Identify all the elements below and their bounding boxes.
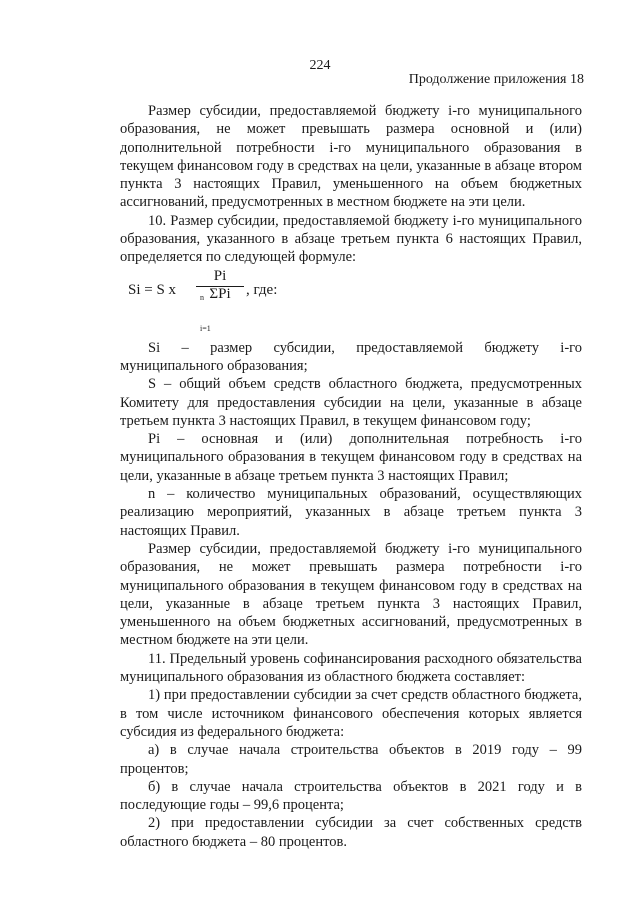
definition-s: S – общий объем средств областного бюджета, предусмотренных Комитету для предоставления субсидии на цели, указанные в абзаце третьем пункта 3 настоящих Правил, в текущем финансовом году; (120, 376, 582, 429)
item-2: 2) при предоставлении субсидии за счет собственных средств областного бюджета – 80 процентов. (120, 815, 582, 850)
formula-lhs: Si = S x (128, 281, 177, 298)
paragraph-11: 11. Предельный уровень софинансирования расходного обязательства муниципального образования из областного бюджета составляет: (120, 650, 582, 686)
paragraph-subsidy-limit-2: Размер субсидии, предоставляемой бюджету і-го муниципального образования, не может превышать размера потребности і-го муниципального образования в текущем финансовом году в средствах на цели, указанные в абзаце третьем пункта 3 настоящих Правил, уменьшенного на объем бюджетных ассигнований, предусмотренных в местном бюджете на эти цели. (120, 540, 582, 649)
page-number: 224 (309, 58, 331, 73)
annex-label: Продолжение приложения 18 (408, 72, 584, 87)
formula-sum-lower: i=1 (200, 323, 211, 333)
item-1: 1) при предоставлении субсидии за счет средств областного бюджета, в том числе источником финансового обеспечения которых является субсидия из федерального бюджета: (120, 687, 582, 740)
item-1b: б) в случае начала строительства объектов в 2021 году и в последующие годы – 99,6 процента; (120, 778, 582, 814)
formula-denominator: ΣPi (209, 285, 231, 302)
document-body (120, 102, 582, 851)
formula-tail: , где: (246, 281, 278, 298)
definition-si: Si – размер субсидии, предоставляемой бюджету і-го муниципального образования; (120, 339, 582, 374)
formula-numerator: Pi (196, 267, 244, 287)
formula-sum-upper: n (200, 292, 204, 302)
paragraph-subsidy-limit-1: Размер субсидии, предоставляемой бюджету і-го муниципального образования, не может превышать размера основной и (или) дополнительной потребности і-го муниципального образования в текущем финансовом году в средствах на цели, указанные в абзаце втором пункта 3 настоящих Правил, уменьшенного на объем бюджетных ассигнований, предусмотренных в местном бюджете на эти цели. (120, 103, 582, 211)
formula (128, 267, 582, 339)
paragraph-10: 10. Размер субсидии, предоставляемой бюджету і-го муниципального образования, указанного в абзаце третьем пункта 6 настоящих Правил, определяется по следующей формуле: (120, 212, 582, 266)
definition-pi: Pi – основная и (или) дополнительная потребность і-го муниципального образования в текущем финансовом году в средствах на цели, указанные в абзаце третьем пункта 3 настоящих Правил; (120, 431, 582, 484)
item-1a: а) в случае начала строительства объектов в 2019 году – 99 процентов; (120, 742, 582, 777)
definition-n: n – количество муниципальных образований, осуществляющих реализацию мероприятий, указанных в абзаце третьем пункта 3 настоящих Правил. (120, 486, 582, 539)
